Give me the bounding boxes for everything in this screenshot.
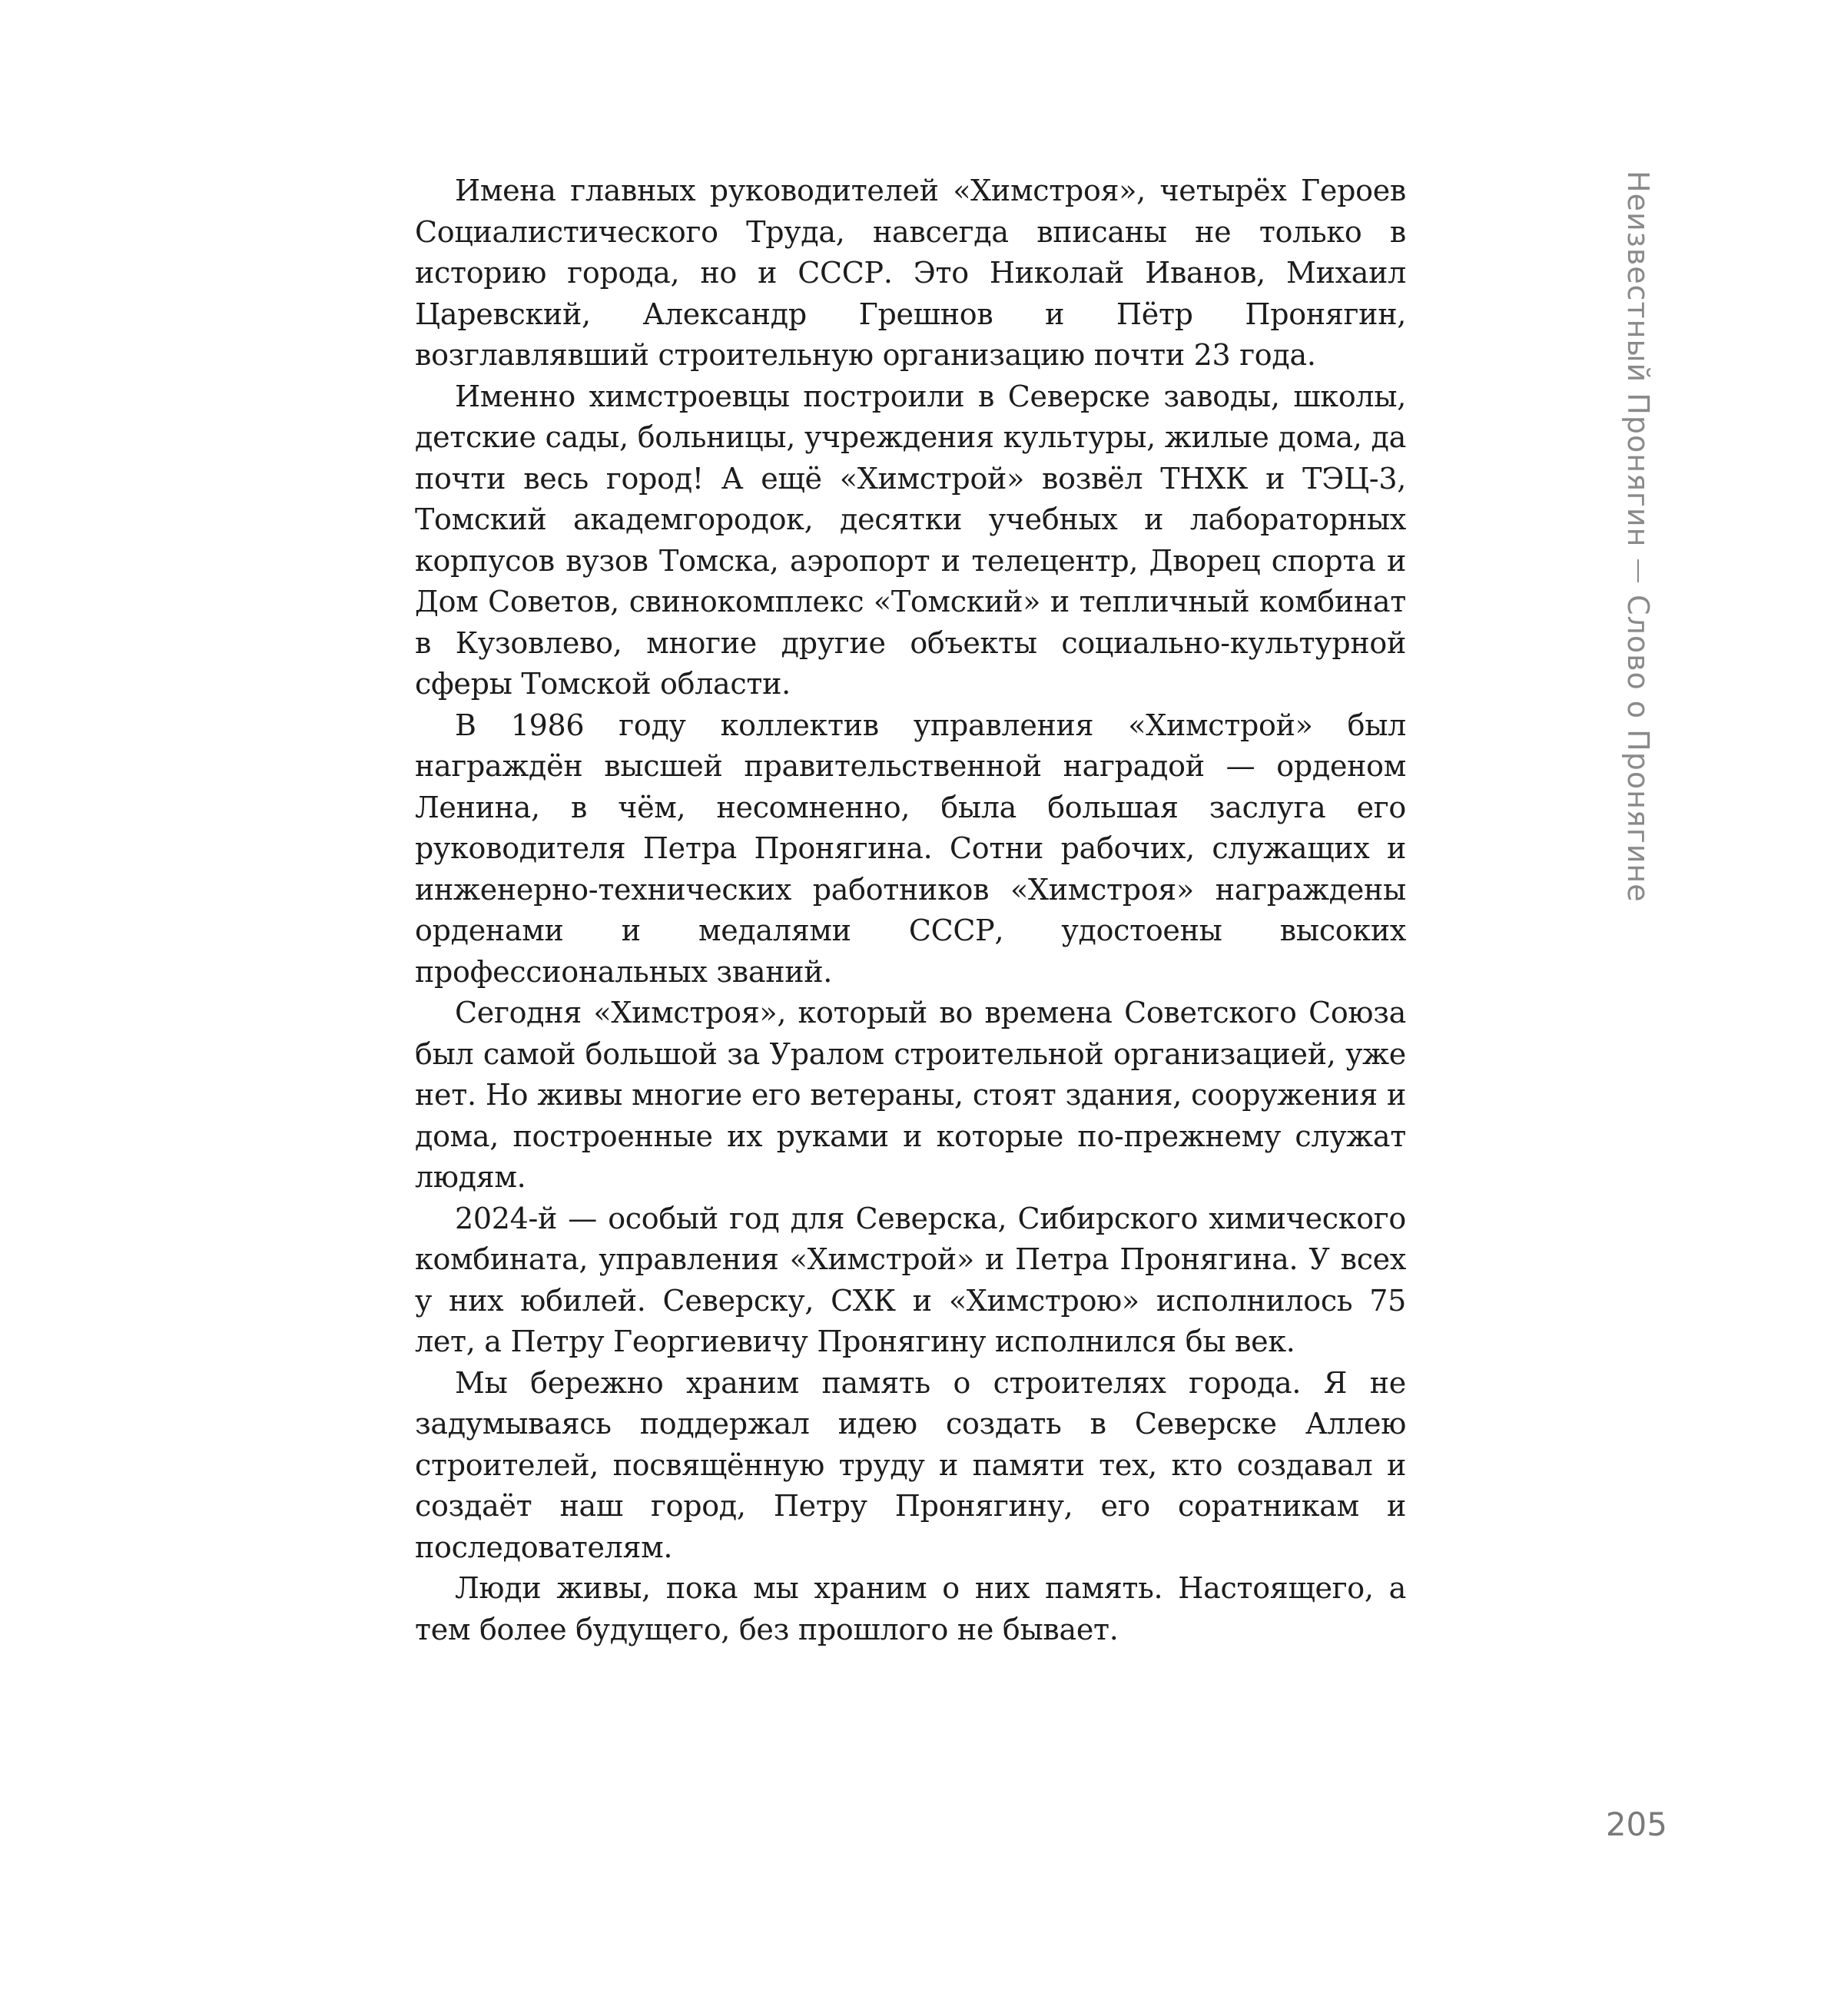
paragraph: Именно химстроевцы построили в Северске заводы, школы, детские сады, больницы, учреждения культуры, жилые дома, да почти весь город! А ещё «Химстрой» возвёл ТНХК и ТЭЦ-3, Томский академгородок, десятки учебных и лабораторных корпусов вузов Томска, аэропорт и телецентр, Дворец спорта и Дом Советов, свинокомплекс «Томский» и тепличный комбинат в Кузовлево, многие другие объекты социально-культурной сферы Томской области. [415, 379, 1406, 701]
running-head-section-title: Слово о Пронягине [1621, 595, 1655, 904]
running-head-separator [1637, 559, 1639, 582]
paragraph: Сегодня «Химстроя», который во времена Советского Союза был самой большой за Уралом строительной организацией, уже нет. Но живы многие его ветераны, стоят здания, сооружения и дома, построенные их руками и которые по-прежнему служат людям. [415, 996, 1406, 1194]
paragraph: 2024-й — особый год для Северска, Сибирского химического комбината, управления «Химстрой» и Петра Пронягина. У всех у них юбилей. Северску, СХК и «Химстрою» исполнилось 75 лет, а Петру Георгиевичу Пронягину исполнился бы век. [415, 1201, 1406, 1358]
running-head-book-title: Неизвестный Пронягин [1621, 171, 1655, 548]
paragraph: Люди живы, пока мы храним о них память. Настоящего, а тем более будущего, без прошлого не бывает. [415, 1571, 1406, 1646]
paragraph: Мы бережно храним память о строителях города. Я не задумываясь поддержал идею создать в Северске Аллею строителей, посвящённую труду и памяти тех, кто создавал и создаёт наш город, Петру Пронягину, его соратникам и последователям. [415, 1365, 1406, 1564]
running-head [1621, 171, 1655, 939]
paragraph: Имена главных руководителей «Химстроя», четырёх Героев Социалистического Труда, навсегда вписаны не только в историю города, но и СССР. Это Николай Иванов, Михаил Царевский, Александр Грешнов и Пётр Пронягин, возглавлявший строительную организацию почти 23 года. [415, 174, 1406, 372]
paragraph: В 1986 году коллектив управления «Химстрой» был награждён высшей правительственной наградой — орденом Ленина, в чём, несомненно, была большая заслуга его руководителя Петра Пронягина. Сотни рабочих, служащих и инженерно-технических работников «Химстроя» награждены орденами и медалями СССР, удостоены высоких профессиональных званий. [415, 708, 1406, 989]
body-text [415, 171, 1406, 1650]
page-number: 205 [1605, 1805, 1667, 1843]
